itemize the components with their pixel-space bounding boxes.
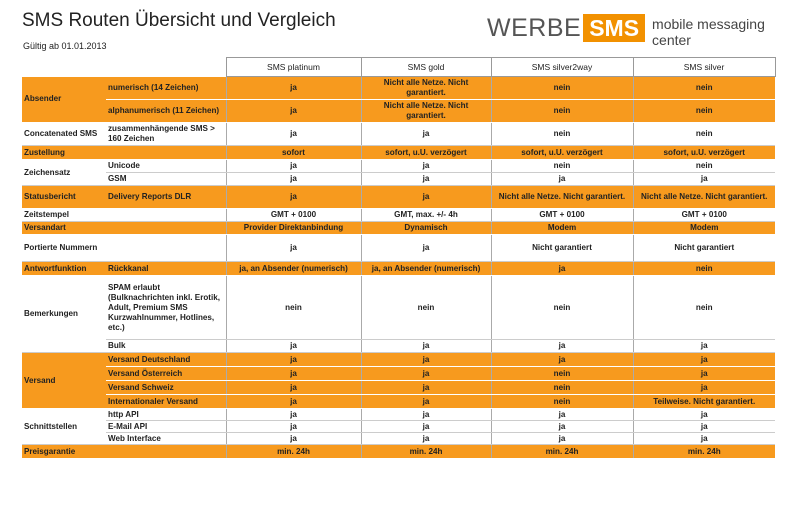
table-row: [22, 235, 775, 262]
value-cell: GMT, max. +/- 4h: [361, 209, 491, 222]
value-cell: ja: [226, 160, 361, 173]
subcategory-cell: Versand Deutschland: [106, 353, 226, 367]
value-cell: nein: [491, 276, 633, 340]
logo-word-werbe: WERBE: [487, 13, 582, 42]
subcategory-cell: Versand Österreich: [106, 367, 226, 381]
value-cell: nein: [491, 381, 633, 395]
value-cell: ja: [226, 235, 361, 262]
category-cell: Portierte Nummern: [22, 235, 106, 262]
value-cell: Modem: [633, 222, 775, 235]
value-cell: ja: [491, 340, 633, 353]
value-cell: nein: [491, 160, 633, 173]
subcategory-cell: zusammenhängende SMS > 160 Zeichen: [106, 123, 226, 146]
table-row: [22, 77, 775, 100]
value-cell: sofort, u.U. verzögert: [361, 146, 491, 160]
value-cell: ja: [226, 367, 361, 381]
table-row: [22, 222, 775, 235]
subcategory-cell: Versand Schweiz: [106, 381, 226, 395]
value-cell: nein: [633, 276, 775, 340]
subcategory-cell: GSM: [106, 173, 226, 186]
value-cell: ja: [226, 395, 361, 409]
table-row: [22, 367, 775, 381]
value-cell: min. 24h: [633, 445, 775, 459]
value-cell: Dynamisch: [361, 222, 491, 235]
value-cell: ja: [633, 353, 775, 367]
table-header-row: [22, 58, 775, 77]
table-row: [22, 160, 775, 173]
value-cell: ja: [361, 123, 491, 146]
column-header-silver2way: SMS silver2way: [491, 58, 633, 77]
value-cell: Nicht alle Netze. Nicht garantiert.: [361, 100, 491, 123]
value-cell: Nicht alle Netze. Nicht garantiert.: [491, 186, 633, 209]
value-cell: ja: [361, 235, 491, 262]
value-cell: min. 24h: [361, 445, 491, 459]
column-header-platinum: SMS platinum: [226, 58, 361, 77]
value-cell: ja, an Absender (numerisch): [361, 262, 491, 276]
value-cell: nein: [633, 77, 775, 100]
category-cell: Bemerkungen: [22, 276, 106, 353]
value-cell: ja: [361, 381, 491, 395]
table-row: [22, 276, 775, 340]
table-row: [22, 146, 775, 160]
header-blank-cell: [106, 58, 226, 77]
logo-word-sms: SMS: [583, 14, 645, 42]
value-cell: ja: [361, 433, 491, 445]
subcategory-cell: Rückkanal: [106, 262, 226, 276]
subcategory-cell: Internationaler Versand: [106, 395, 226, 409]
value-cell: sofort, u.U. verzögert: [633, 146, 775, 160]
value-cell: ja: [491, 409, 633, 421]
value-cell: ja: [361, 160, 491, 173]
table-row: [22, 340, 775, 353]
valid-from-text: Gültig ab 01.01.2013: [23, 41, 107, 51]
table-row: [22, 173, 775, 186]
table-row: [22, 433, 775, 445]
value-cell: GMT + 0100: [633, 209, 775, 222]
value-cell: ja: [633, 340, 775, 353]
value-cell: ja: [226, 77, 361, 100]
value-cell: Nicht alle Netze. Nicht garantiert.: [633, 186, 775, 209]
value-cell: ja: [361, 395, 491, 409]
value-cell: Provider Direktanbindung: [226, 222, 361, 235]
value-cell: min. 24h: [226, 445, 361, 459]
header-blank-cell: [22, 58, 106, 77]
value-cell: sofort: [226, 146, 361, 160]
value-cell: Nicht garantiert: [491, 235, 633, 262]
value-cell: ja: [361, 353, 491, 367]
subcategory-cell: SPAM erlaubt (Bulknachrichten inkl. Erotik, Adult, Premium SMS Kurzwahlnummer, Hotlines, etc.): [106, 276, 226, 340]
value-cell: ja: [491, 173, 633, 186]
value-cell: ja: [491, 421, 633, 433]
value-cell: nein: [633, 160, 775, 173]
category-cell: Zeichensatz: [22, 160, 106, 186]
value-cell: Nicht alle Netze. Nicht garantiert.: [361, 77, 491, 100]
value-cell: ja: [226, 409, 361, 421]
value-cell: nein: [633, 262, 775, 276]
sms-routes-comparison-table: [22, 57, 776, 459]
value-cell: ja: [633, 421, 775, 433]
value-cell: ja: [633, 367, 775, 381]
value-cell: nein: [361, 276, 491, 340]
value-cell: ja: [491, 262, 633, 276]
subcategory-cell: [106, 146, 226, 160]
value-cell: nein: [226, 276, 361, 340]
table-row: [22, 421, 775, 433]
value-cell: ja: [491, 353, 633, 367]
category-cell: Versandart: [22, 222, 106, 235]
value-cell: ja: [226, 100, 361, 123]
logo-tagline: mobile messaging center: [652, 16, 765, 48]
table-row: [22, 381, 775, 395]
value-cell: nein: [491, 123, 633, 146]
table-row: [22, 353, 775, 367]
value-cell: ja: [226, 123, 361, 146]
value-cell: ja: [491, 433, 633, 445]
value-cell: ja: [361, 173, 491, 186]
value-cell: ja, an Absender (numerisch): [226, 262, 361, 276]
page-title: SMS Routen Übersicht und Vergleich: [22, 10, 336, 31]
column-header-silver: SMS silver: [633, 58, 775, 77]
value-cell: ja: [633, 381, 775, 395]
value-cell: ja: [226, 353, 361, 367]
subcategory-cell: E-Mail API: [106, 421, 226, 433]
value-cell: ja: [226, 433, 361, 445]
table-row: [22, 186, 775, 209]
subcategory-cell: Bulk: [106, 340, 226, 353]
value-cell: ja: [361, 340, 491, 353]
value-cell: ja: [633, 409, 775, 421]
subcategory-cell: Delivery Reports DLR: [106, 186, 226, 209]
table-row: [22, 209, 775, 222]
category-cell: Zeitstempel: [22, 209, 106, 222]
value-cell: GMT + 0100: [491, 209, 633, 222]
subcategory-cell: Web Interface: [106, 433, 226, 445]
value-cell: ja: [361, 186, 491, 209]
category-cell: Concatenated SMS: [22, 123, 106, 146]
table-row: [22, 100, 775, 123]
subcategory-cell: [106, 445, 226, 459]
value-cell: ja: [361, 421, 491, 433]
subcategory-cell: alphanumerisch (11 Zeichen): [106, 100, 226, 123]
table-row: [22, 409, 775, 421]
category-cell: Schnittstellen: [22, 409, 106, 445]
category-cell: Absender: [22, 77, 106, 123]
value-cell: ja: [361, 409, 491, 421]
category-cell: Preisgarantie: [22, 445, 106, 459]
value-cell: nein: [491, 367, 633, 381]
column-header-gold: SMS gold: [361, 58, 491, 77]
value-cell: ja: [226, 421, 361, 433]
table-row: [22, 262, 775, 276]
category-cell: Statusbericht: [22, 186, 106, 209]
value-cell: nein: [491, 77, 633, 100]
value-cell: GMT + 0100: [226, 209, 361, 222]
value-cell: Teilweise. Nicht garantiert.: [633, 395, 775, 409]
subcategory-cell: [106, 222, 226, 235]
table-row: [22, 445, 775, 459]
value-cell: ja: [361, 367, 491, 381]
value-cell: nein: [491, 395, 633, 409]
subcategory-cell: [106, 235, 226, 262]
value-cell: nein: [491, 100, 633, 123]
value-cell: ja: [633, 173, 775, 186]
werbesms-logo: [487, 13, 800, 48]
value-cell: nein: [633, 100, 775, 123]
category-cell: Antwortfunktion: [22, 262, 106, 276]
value-cell: ja: [633, 433, 775, 445]
value-cell: ja: [226, 340, 361, 353]
value-cell: ja: [226, 186, 361, 209]
value-cell: nein: [633, 123, 775, 146]
table-row: [22, 123, 775, 146]
table-row: [22, 395, 775, 409]
value-cell: Modem: [491, 222, 633, 235]
value-cell: Nicht garantiert: [633, 235, 775, 262]
category-cell: Zustellung: [22, 146, 106, 160]
subcategory-cell: Unicode: [106, 160, 226, 173]
value-cell: min. 24h: [491, 445, 633, 459]
value-cell: ja: [226, 381, 361, 395]
subcategory-cell: http API: [106, 409, 226, 421]
value-cell: ja: [226, 173, 361, 186]
subcategory-cell: [106, 209, 226, 222]
value-cell: sofort, u.U. verzögert: [491, 146, 633, 160]
category-cell: Versand: [22, 353, 106, 409]
subcategory-cell: numerisch (14 Zeichen): [106, 77, 226, 100]
